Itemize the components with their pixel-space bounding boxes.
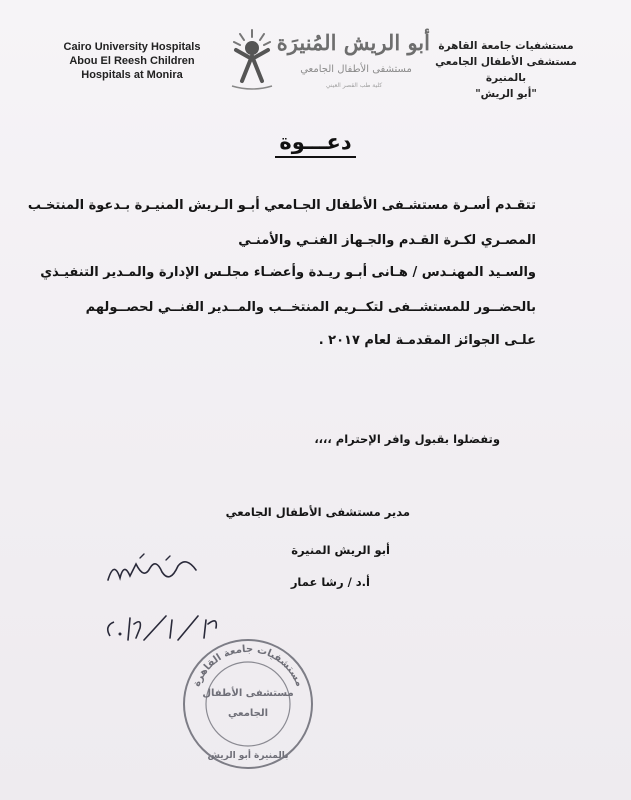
logo-tagline: كلية طب القصر العيني [325,82,383,89]
body-line: تتقـدم أسـرة مستشـفى الأطفال الجـامعي أبـو الـريش المنيـرة بـدعوة المنتخـب [27,198,536,213]
letter-title-text: دعـــوة [275,130,355,158]
logo-subtitle: مستشفى الأطفال الجامعي [300,64,412,75]
official-stamp [178,634,318,774]
closing-line: وتفضلوا بقبول وافر الإحترام ،،،، [314,432,500,446]
signer-title: مدير مستشفى الأطفال الجامعي [225,505,410,519]
header-english [52,40,212,82]
hospital-logo [222,26,432,96]
handwritten-signature [100,550,210,590]
letter-title [0,130,631,154]
header-arabic-line: "أبو الريش" [475,88,537,100]
header-arabic [416,38,596,102]
body-line: المصـري لكـرة القـدم والجـهاز الفنـي والأمنـي [238,233,536,248]
svg-text:مستشفيات جامعة القاهرة [191,644,304,688]
header-english-line: Hospitals at Monira [81,69,183,81]
logo-name: أبو الريش المُنيرَة [276,30,430,55]
signer-name: أ.د / رشا عمار [290,575,370,589]
header-english-line: Cairo University Hospitals [63,41,201,53]
stamp-ring-text: مستشفيات جامعة القاهرة [191,643,305,689]
body-line: علـى الجوائز المقدمـة لعام ٢٠١٧ . [318,333,536,348]
stamp-line: الجامعي [227,708,269,719]
logo-figure-icon [222,26,282,96]
stamp-line: بالمنيرة أبو الريش [207,751,289,761]
body-line: بالحضــور للمستشــفى لتكــريم المنتخــب والمــدير الفنــي لحصــولهم [85,300,536,315]
body-line: والسـيد المهنـدس / هـانى أبـو ريـدة وأعضـاء مجلـس الإدارة والمـدير التنفيـذي [40,265,536,280]
signer-organization: أبو الريش المنيرة [291,543,390,557]
header-arabic-line: مستشفى الأطفال الجامعي بالمنيرة [435,56,577,84]
header-english-line: Abou El Reesh Children [69,55,195,67]
header-arabic-line: مستشفيات جامعة القاهرة [438,40,574,52]
stamp-line: مستشفى الأطفال [202,688,294,699]
